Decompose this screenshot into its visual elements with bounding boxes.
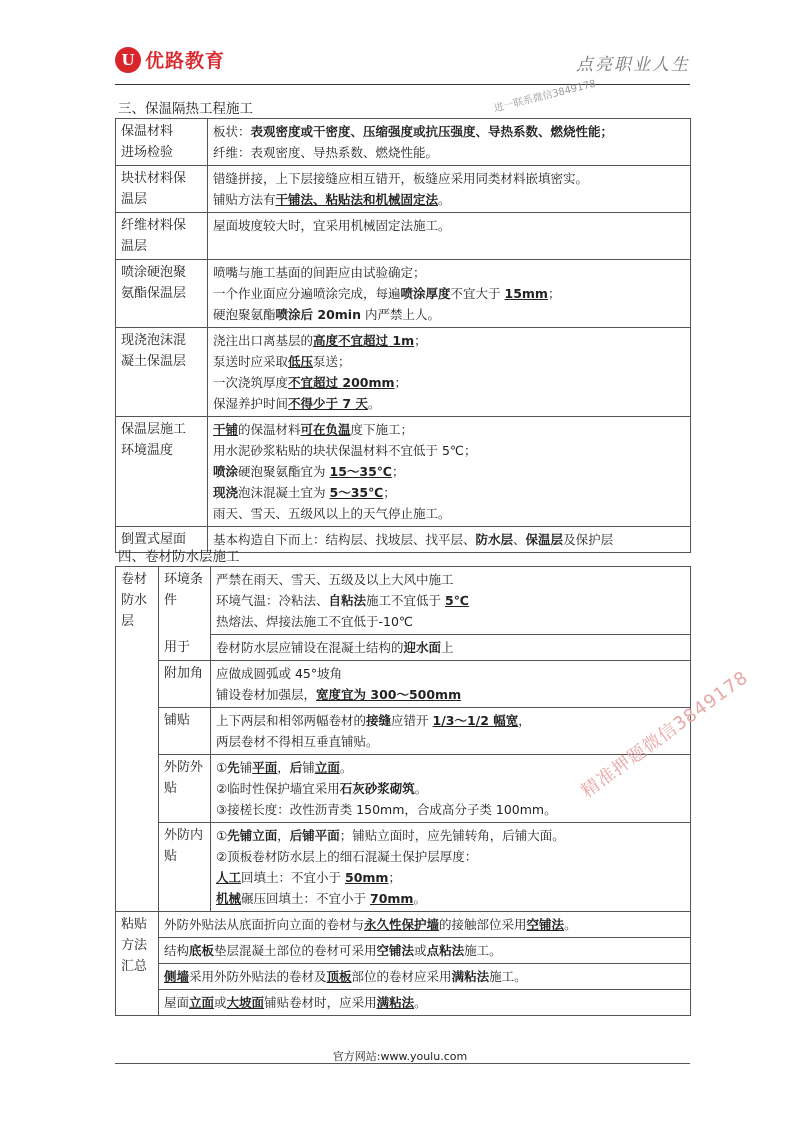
text-segment: 。 bbox=[438, 192, 451, 207]
slogan: 点亮职业人生 bbox=[576, 55, 690, 75]
footer-website: 官方网站:www.youlu.com bbox=[332, 1050, 468, 1063]
row-label-line: 保温层施工 bbox=[121, 422, 187, 437]
row-label-line: 保温材料 bbox=[121, 124, 174, 139]
row-label-line: 纤维材料保 bbox=[121, 218, 187, 233]
text-segment: 铺设卷材加强层， bbox=[216, 687, 317, 702]
content-line bbox=[216, 846, 685, 867]
row-label-line: 环境温度 bbox=[121, 443, 174, 458]
text-segment: 施工。 bbox=[464, 943, 502, 958]
text-segment: 泵送； bbox=[313, 354, 351, 369]
text-segment: 喷嘴与施工基面的间距应由试验确定； bbox=[213, 265, 426, 280]
emphasis-text: 干铺 bbox=[213, 422, 239, 437]
text-segment: 回填土：不宜小于 bbox=[241, 870, 345, 885]
text-segment: 严禁在雨天、雪天、五级及以上大风中施工 bbox=[216, 572, 454, 587]
text-segment: 屋面坡度较大时，宜采用机械固定法施工。 bbox=[213, 218, 451, 233]
page-header bbox=[115, 44, 690, 80]
sub-label bbox=[159, 661, 211, 708]
text-segment: 屋面 bbox=[164, 995, 190, 1010]
text-segment: 板状： bbox=[213, 124, 251, 139]
row-label-line: 温层 bbox=[121, 239, 148, 254]
text-segment: 、 bbox=[513, 532, 526, 547]
emphasis-text: 喷涂后 20min bbox=[275, 307, 361, 322]
emphasis-text: 现浇 bbox=[213, 485, 239, 500]
table-row bbox=[116, 912, 691, 938]
watermark-side: 精准押题微信3849178 bbox=[577, 666, 753, 803]
content-line bbox=[216, 799, 685, 820]
emphasis-text: 喷涂厚度 bbox=[400, 286, 451, 301]
row-label-line: 贴 bbox=[164, 781, 178, 796]
row-content bbox=[208, 260, 691, 328]
table-row bbox=[116, 964, 691, 990]
row-label-line: 贴 bbox=[164, 849, 178, 864]
emphasis-text: 石灰砂浆砌筑 bbox=[339, 781, 415, 796]
emphasis-text: 1/3～1/2 幅宽 bbox=[432, 713, 519, 728]
text-segment: ， bbox=[518, 713, 531, 728]
text-segment: ③接槎长度：改性沥青类 150mm，合成高分子类 100mm。 bbox=[216, 802, 557, 817]
footer-divider bbox=[115, 1063, 690, 1064]
emphasis-text: 顶板 bbox=[326, 969, 352, 984]
content-line bbox=[216, 590, 685, 611]
table-row bbox=[116, 260, 691, 328]
text-segment: 或 bbox=[414, 943, 427, 958]
sub-label bbox=[159, 567, 211, 635]
table-row bbox=[116, 328, 691, 417]
content-line bbox=[213, 503, 685, 524]
text-segment: 雨天、雪天、五级风以上的天气停止施工。 bbox=[213, 506, 451, 521]
content-line bbox=[216, 663, 685, 684]
row-content bbox=[208, 417, 691, 527]
table-row bbox=[116, 990, 691, 1016]
insulation-table bbox=[115, 118, 691, 553]
row-content bbox=[211, 823, 691, 912]
text-segment: 。 bbox=[414, 995, 427, 1010]
content-line bbox=[216, 684, 685, 705]
content-line bbox=[213, 121, 685, 142]
emphasis-text: 喷涂 bbox=[213, 464, 239, 479]
emphasis-text: 迎水面 bbox=[403, 640, 442, 655]
emphasis-text: 平面 bbox=[252, 760, 278, 775]
content-line bbox=[216, 731, 685, 752]
table-row bbox=[116, 635, 691, 661]
text-segment: 。 bbox=[339, 760, 353, 775]
text-segment: 结构 bbox=[164, 943, 190, 958]
text-segment: 一个作业面应分遍喷涂完成，每遍 bbox=[213, 286, 401, 301]
text-segment: ②临时性保护墙宜采用 bbox=[216, 781, 340, 796]
emphasis-text: 大坡面 bbox=[226, 995, 265, 1010]
text-segment: 卷材防水层应铺设在混凝土结构的 bbox=[216, 640, 404, 655]
text-segment: ； bbox=[414, 333, 427, 348]
row-label bbox=[116, 119, 208, 166]
row-label-line: 铺贴 bbox=[164, 713, 191, 728]
content-line bbox=[213, 330, 685, 351]
text-segment: 铺贴方法有 bbox=[213, 192, 276, 207]
row-content bbox=[211, 661, 691, 708]
row-content bbox=[208, 119, 691, 166]
content-line bbox=[216, 637, 685, 658]
sub-label bbox=[159, 755, 211, 823]
row-label-line: 温层 bbox=[121, 192, 148, 207]
row-label bbox=[116, 328, 208, 417]
table-row bbox=[116, 567, 691, 635]
content-line bbox=[213, 189, 685, 210]
row-label-line: 环境条 bbox=[164, 572, 204, 587]
text-segment: 垫层混凝土部位的卷材可采用 bbox=[214, 943, 377, 958]
text-segment: 碾压回填土：不宜小于 bbox=[241, 891, 370, 906]
text-segment: 施工。 bbox=[489, 969, 527, 984]
summary-content bbox=[159, 938, 691, 964]
emphasis-text: 可在负温 bbox=[300, 422, 351, 437]
text-segment: 部位的卷材应采用 bbox=[351, 969, 452, 984]
content-line bbox=[164, 940, 685, 961]
text-segment: 基本构造自下而上：结构层、找坡层、找平层、 bbox=[213, 532, 476, 547]
content-line bbox=[216, 710, 685, 731]
row-label bbox=[116, 213, 208, 260]
table-row bbox=[116, 166, 691, 213]
text-segment: 的接触部位采用 bbox=[439, 917, 527, 932]
table-row bbox=[116, 119, 691, 166]
row-label-line: 块状材料保 bbox=[121, 171, 187, 186]
row-label bbox=[116, 260, 208, 328]
text-segment: 浇注出口离基层的 bbox=[213, 333, 314, 348]
text-segment: 施工不宜低于 bbox=[366, 593, 446, 608]
emphasis-text: 不得少于 7 天 bbox=[288, 396, 368, 411]
summary-content bbox=[159, 912, 691, 938]
emphasis-text: 表观密度或干密度、压缩强度或抗压强度、导热系数、燃烧性能； bbox=[250, 124, 614, 139]
text-segment: 错缝拼接，上下层接缝应相互错开，板缝应采用同类材料嵌填密实。 bbox=[213, 171, 589, 186]
emphasis-text: 空铺法 bbox=[526, 917, 565, 932]
emphasis-text: 低压 bbox=[288, 354, 314, 369]
text-segment: 纤维：表观密度、导热系数、燃烧性能。 bbox=[213, 145, 439, 160]
row-content bbox=[208, 328, 691, 417]
text-segment: 泵送时应采取 bbox=[213, 354, 289, 369]
sub-label bbox=[159, 708, 211, 755]
row-label-line: 现浇泡沫混 bbox=[121, 333, 187, 348]
row-content bbox=[208, 166, 691, 213]
summary-content bbox=[159, 964, 691, 990]
text-segment: 铺 bbox=[302, 760, 315, 775]
text-segment: 外防外贴法从底面折向立面的卷材与 bbox=[164, 917, 365, 932]
row-label-line: 外防外 bbox=[164, 760, 204, 775]
emphasis-text: 先 bbox=[227, 760, 240, 775]
text-segment: 上下两层和相邻两幅卷材的 bbox=[216, 713, 367, 728]
text-segment: 的保温材料 bbox=[238, 422, 301, 437]
emphasis-text: 人工 bbox=[216, 870, 242, 885]
row-content bbox=[208, 213, 691, 260]
group-label bbox=[116, 567, 159, 912]
text-segment: ；铺贴立面时，应先铺转角，后铺大面。 bbox=[339, 828, 565, 843]
text-segment: ， bbox=[277, 760, 290, 775]
text-segment: 保湿养护时间 bbox=[213, 396, 289, 411]
emphasis-text: 自粘法 bbox=[328, 593, 367, 608]
text-segment: ； bbox=[383, 485, 396, 500]
emphasis-text: 宽度宜为 300～500mm bbox=[316, 687, 462, 702]
row-label-line: 进场检验 bbox=[121, 145, 174, 160]
emphasis-text: 空铺法 bbox=[376, 943, 415, 958]
row-content bbox=[211, 708, 691, 755]
text-segment: 。 bbox=[367, 396, 381, 411]
text-segment: 硬泡聚氨酯 bbox=[213, 307, 276, 322]
sub-label bbox=[159, 823, 211, 912]
row-label-line: 件 bbox=[164, 593, 178, 608]
content-line bbox=[213, 529, 685, 550]
text-segment: 热熔法、焊接法施工不宜低于-10℃ bbox=[216, 614, 413, 629]
row-label-line: 附加角 bbox=[164, 666, 204, 681]
text-segment: 用水泥砂浆粘贴的块状保温材料不宜低于 5℃； bbox=[213, 443, 477, 458]
emphasis-text: 立面 bbox=[189, 995, 215, 1010]
text-segment: 上 bbox=[441, 640, 454, 655]
emphasis-text: 底板 bbox=[189, 943, 215, 958]
content-line bbox=[213, 304, 685, 325]
row-label-line: 氨酯保温层 bbox=[121, 286, 187, 301]
emphasis-text: 侧墙 bbox=[164, 969, 190, 984]
table-row bbox=[116, 708, 691, 755]
text-segment: 。 bbox=[564, 917, 577, 932]
content-line bbox=[213, 351, 685, 372]
brand-name: 优路教育 bbox=[145, 50, 226, 72]
emphasis-text: 5～35℃ bbox=[329, 485, 384, 500]
text-segment: 或 bbox=[214, 995, 227, 1010]
content-line bbox=[213, 215, 685, 236]
emphasis-text: 防水层 bbox=[475, 532, 514, 547]
emphasis-text: 满粘法 bbox=[376, 995, 415, 1010]
table-row bbox=[116, 661, 691, 708]
content-line bbox=[164, 992, 685, 1013]
emphasis-text: 满粘法 bbox=[451, 969, 490, 984]
row-label-line: 粘贴 bbox=[121, 917, 148, 932]
emphasis-text: 先铺立面 bbox=[227, 828, 278, 843]
row-label-line: 用于 bbox=[164, 639, 191, 655]
row-content bbox=[211, 567, 691, 635]
emphasis-text: 5℃ bbox=[445, 593, 469, 608]
content-line bbox=[213, 142, 685, 163]
content-line bbox=[216, 825, 685, 846]
text-segment: 不宜大于 bbox=[450, 286, 505, 301]
text-segment: ； bbox=[388, 870, 401, 885]
content-line bbox=[216, 888, 685, 909]
brand-logo bbox=[115, 46, 225, 73]
text-segment: ； bbox=[547, 286, 561, 301]
text-segment: 。 bbox=[413, 891, 426, 906]
emphasis-text: 干铺法、粘贴法和机械固定法 bbox=[275, 192, 439, 207]
row-label-line: 倒置式屋面 bbox=[121, 532, 187, 547]
row-label-line: 外防内 bbox=[164, 828, 204, 843]
table-row bbox=[116, 938, 691, 964]
content-line bbox=[164, 914, 685, 935]
content-line bbox=[216, 867, 685, 888]
group-label bbox=[116, 912, 159, 1016]
text-segment: ， bbox=[277, 828, 290, 843]
text-segment: 应做成圆弧或 45°坡角 bbox=[216, 666, 343, 681]
emphasis-text: 15mm bbox=[504, 286, 548, 301]
row-label-line: 层 bbox=[121, 614, 135, 629]
text-segment: 两层卷材不得相互垂直铺贴。 bbox=[216, 734, 379, 749]
row-label-line: 汇总 bbox=[121, 959, 148, 974]
text-segment: 硬泡聚氨酯宜为 bbox=[238, 464, 330, 479]
content-line bbox=[213, 461, 685, 482]
emphasis-text: 后铺平面 bbox=[289, 828, 340, 843]
emphasis-text: 后 bbox=[289, 760, 303, 775]
row-label-line: 凝土保温层 bbox=[121, 354, 187, 369]
sub-label bbox=[159, 635, 211, 661]
table-row bbox=[116, 823, 691, 912]
text-segment: 度下施工； bbox=[350, 422, 414, 437]
content-line bbox=[213, 419, 685, 440]
logo-icon: U bbox=[115, 47, 141, 73]
text-segment: 及保护层 bbox=[563, 532, 614, 547]
section-4-title: 四、卷材防水层施工 bbox=[118, 549, 240, 565]
text-segment: 应错开 bbox=[391, 713, 433, 728]
emphasis-text: 保温层 bbox=[525, 532, 564, 547]
emphasis-text: 点粘法 bbox=[426, 943, 465, 958]
emphasis-text: 永久性保护墙 bbox=[364, 917, 440, 932]
text-segment: 铺贴卷材时，应采用 bbox=[264, 995, 377, 1010]
emphasis-text: 50mm bbox=[345, 870, 389, 885]
emphasis-text: 机械 bbox=[216, 891, 242, 906]
content-line bbox=[164, 966, 685, 987]
summary-content bbox=[159, 990, 691, 1016]
row-label bbox=[116, 166, 208, 213]
content-line bbox=[216, 569, 685, 590]
text-segment: ① bbox=[216, 760, 228, 775]
text-segment: ① bbox=[216, 828, 228, 843]
row-label-line: 方法 bbox=[121, 938, 148, 953]
emphasis-text: 70mm bbox=[370, 891, 414, 906]
row-label-line: 喷涂硬泡聚 bbox=[121, 265, 187, 280]
row-label-line: 防水 bbox=[121, 593, 148, 608]
content-line bbox=[216, 611, 685, 632]
emphasis-text: 不宜超过 200mm bbox=[288, 375, 395, 390]
content-line bbox=[213, 393, 685, 414]
row-label-line: 卷材 bbox=[121, 572, 148, 587]
content-line bbox=[213, 440, 685, 461]
content-line bbox=[213, 482, 685, 503]
row-label bbox=[116, 417, 208, 527]
text-segment: 环境气温：冷粘法、 bbox=[216, 593, 329, 608]
row-content bbox=[211, 635, 691, 661]
content-line bbox=[213, 262, 685, 283]
text-segment: ； bbox=[394, 375, 408, 390]
table-row bbox=[116, 213, 691, 260]
text-segment: 。 bbox=[414, 781, 428, 796]
text-segment: 采用外防外贴法的卷材及 bbox=[189, 969, 327, 984]
row-content bbox=[208, 527, 691, 553]
text-segment: 泡沫混凝土宜为 bbox=[238, 485, 330, 500]
watermark-top: 进一联系微信3849178 bbox=[492, 78, 598, 115]
text-segment: ； bbox=[391, 464, 405, 479]
header-divider bbox=[115, 84, 690, 85]
table-row bbox=[116, 417, 691, 527]
emphasis-text: 立面 bbox=[314, 760, 340, 775]
text-segment: 一次浇筑厚度 bbox=[213, 375, 289, 390]
section-3-title: 三、保温隔热工程施工 bbox=[118, 101, 253, 117]
text-segment: 铺 bbox=[239, 760, 253, 775]
text-segment: 内严禁上人。 bbox=[360, 307, 440, 322]
emphasis-text: 高度不宜超过 1m bbox=[313, 333, 415, 348]
content-line bbox=[213, 372, 685, 393]
emphasis-text: 接缝 bbox=[366, 713, 392, 728]
content-line bbox=[213, 168, 685, 189]
content-line bbox=[213, 283, 685, 304]
text-segment: ②顶板卷材防水层上的细石混凝土保护层厚度： bbox=[216, 849, 478, 864]
emphasis-text: 15～35℃ bbox=[329, 464, 392, 479]
